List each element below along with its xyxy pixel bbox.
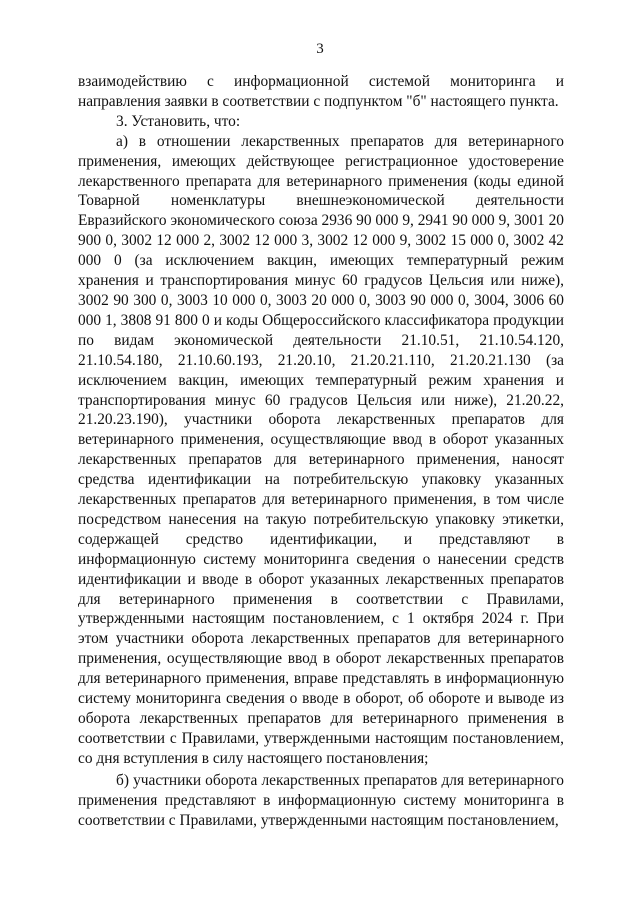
paragraph-clause-3: 3. Установить, что: (116, 112, 241, 130)
paragraph-subclause-a: а) в отношении лекарственных препаратов для ветеринарного применения, имеющих действующее регистрационное удостоверение лекарственного препарата для ветеринарного применения (коды единой Товарной номенклатуры внешнеэкономической деятельности Евразийского экономического союза 2936 90 000 9, 2941 90 000 9, 3001 20 900 0, 3002 12 000 2, 3002 12 000 3, 3002 12 000 9, 3002 15 000 0, 3002 42 000 0 (за исключением вакцин, имеющих температурный режим хранения и транспортирования минус 60 градусов Цельсия или ниже), 3002 90 300 0, 3003 10 000 0, 3003 20 000 0, 3003 90 000 0, 3004, 3006 60 000 1, 3808 91 800 0 и коды Общероссийского классификатора продукции по видам экономической деятельности 21.10.51, 21.10.54.120, 21.10.54.180, 21.10.60.193, 21.20.10, 21.20.21.110, 21.20.21.130 (за исключением вакцин, имеющих температурный режим хранения и транспортирования минус 60 градусов Цельсия или ниже), 21.20.22, 21.20.23.190), участники оборота лекарственных препаратов для ветеринарного применения, осуществляющие ввод в оборот указанных лекарственных препаратов для ветеринарного применения, наносят средства идентификации на потребительскую упаковку указанных лекарственных препаратов для ветеринарного применения, в том числе посредством нанесения на такую потребительскую упаковку этикетки, содержащей средство идентификации, и представляют в информационную систему мониторинга сведения о нанесении средств идентификации и вводе в оборот указанных лекарственных препаратов для ветеринарного применения в соответствии с Правилами, утвержденными настоящим постановлением, с 1 октября 2024 г. При этом участники оборота лекарственных препаратов для ветеринарного применения, осуществляющие ввод в оборот лекарственных препаратов для ветеринарного применения, вправе представлять в информационную систему мониторинга сведения о вводе в оборот, об обороте и выводе из оборота лекарственных препаратов для ветеринарного применения в соответствии с Правилами, утвержденными настоящим постановлением, со дня вступления в силу настоящего постановления; (78, 132, 564, 767)
paragraph-continuation: взаимодействию с информационной системой мониторинга и направления заявки в соответствии с подпунктом "б" настоящего пункта. (78, 73, 564, 110)
document-body (78, 72, 564, 830)
paragraph-subclause-b: б) участники оборота лекарственных препаратов для ветеринарного применения представляют в информационную систему мониторинга в соответствии с Правилами, утвержденными настоящим постановлением, (78, 771, 564, 829)
page-number: 3 (316, 41, 324, 57)
